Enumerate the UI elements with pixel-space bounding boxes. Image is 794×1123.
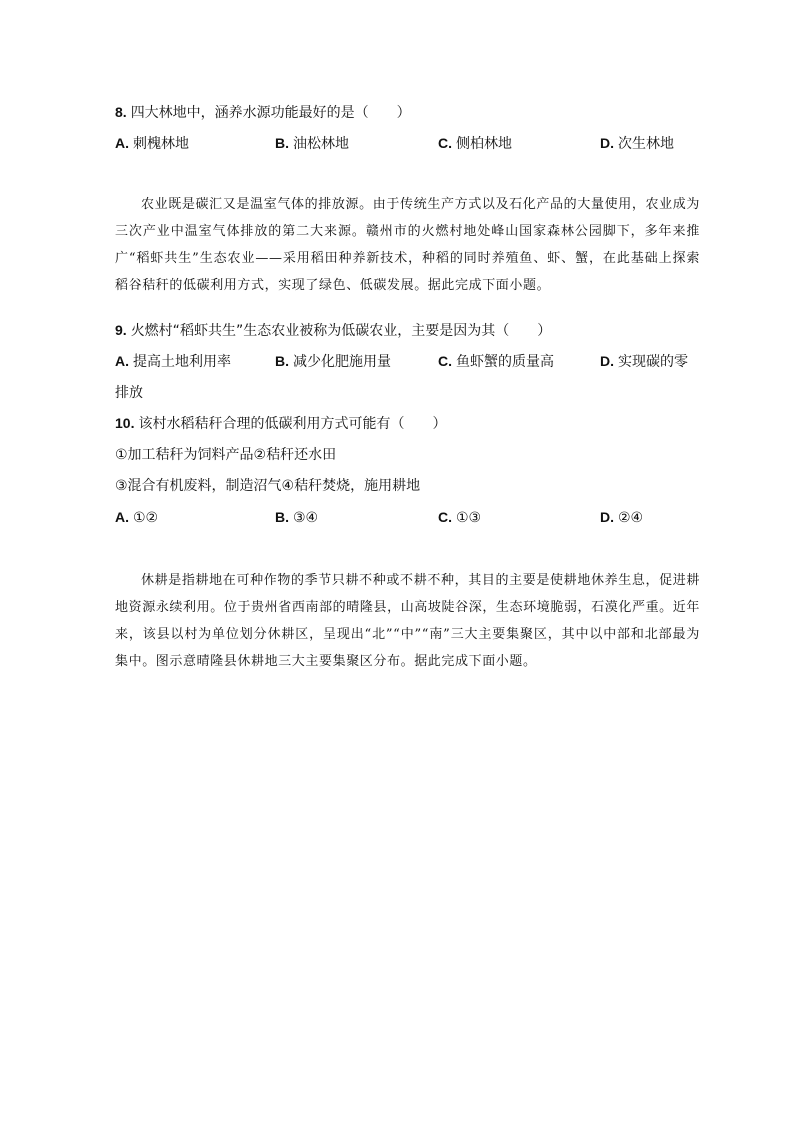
q8-stem-text: 四大林地中，涵养水源功能最好的是（ ） (130, 105, 411, 121)
q10-items-line1: ①加工秸秆为饲料产品②秸秆还水田 (115, 447, 337, 463)
q9-number: 9. (115, 322, 127, 338)
q10-option-d[interactable]: D. ②④ (600, 509, 644, 526)
q9-option-a[interactable]: A. 提高土地利用率 (115, 353, 231, 370)
q9-stem-text: 火燃村“稻虾共生”生态农业被称为低碳农业，主要是因为其（ ） (130, 323, 552, 339)
q8-stem (115, 102, 411, 123)
passage-low-carbon-agriculture (115, 191, 700, 299)
q9-stem (115, 320, 551, 341)
q8-option-a[interactable]: A. 刺槐林地 (115, 135, 189, 152)
q10-option-b[interactable]: B. ③④ (275, 509, 319, 526)
q10-stem-text: 该村水稻秸秆合理的低碳利用方式可能有（ ） (138, 416, 447, 432)
passage2-text: 休耕是指耕地在可种作物的季节只耕不种或不耕不种，其目的主要是使耕地休养生息，促进耕地资源永续利用。位于贵州省西南部的晴隆县，山高坡陡谷深，生态环境脆弱，石漠化严重。近年来，该县以村为单位划分休耕区，呈现出“北”“中”“南”三大主要集聚区，其中以中部和北部最为集中。图示意晴隆县休耕地三大主要集聚区分布。据此完成下面小题。 (115, 573, 700, 669)
q9-option-c[interactable]: C. 鱼虾蟹的质量高 (438, 353, 554, 370)
q8-option-b[interactable]: B. 油松林地 (275, 135, 349, 152)
q10-stem (115, 413, 446, 434)
q8-option-c[interactable]: C. 侧柏林地 (438, 135, 512, 152)
q10-option-c[interactable]: C. ①③ (438, 509, 482, 526)
q8-number: 8. (115, 104, 127, 120)
q10-items-line2: ③混合有机废料，制造沼气④秸秆焚烧，施用耕地 (115, 478, 421, 494)
q10-number: 10. (115, 415, 135, 431)
q9-option-d-wrap: 排放 (115, 385, 143, 401)
q10-option-a[interactable]: A. ①② (115, 509, 159, 526)
q9-option-b[interactable]: B. 减少化肥施用量 (275, 353, 391, 370)
passage1-text: 农业既是碳汇又是温室气体的排放源。由于传统生产方式以及石化产品的大量使用，农业成为三次产业中温室气体排放的第二大来源。赣州市的火燃村地处峰山国家森林公园脚下，多年来推广“稻虾共生”生态农业——采用稻田种养新技术，种稻的同时养殖鱼、虾、蟹，在此基础上探索稻谷秸秆的低碳利用方式，实现了绿色、低碳发展。据此完成下面小题。 (115, 197, 700, 293)
q9-option-d[interactable]: D. 实现碳的零 (600, 353, 688, 370)
passage-fallow-land (115, 567, 700, 675)
q8-option-d[interactable]: D. 次生林地 (600, 135, 674, 152)
